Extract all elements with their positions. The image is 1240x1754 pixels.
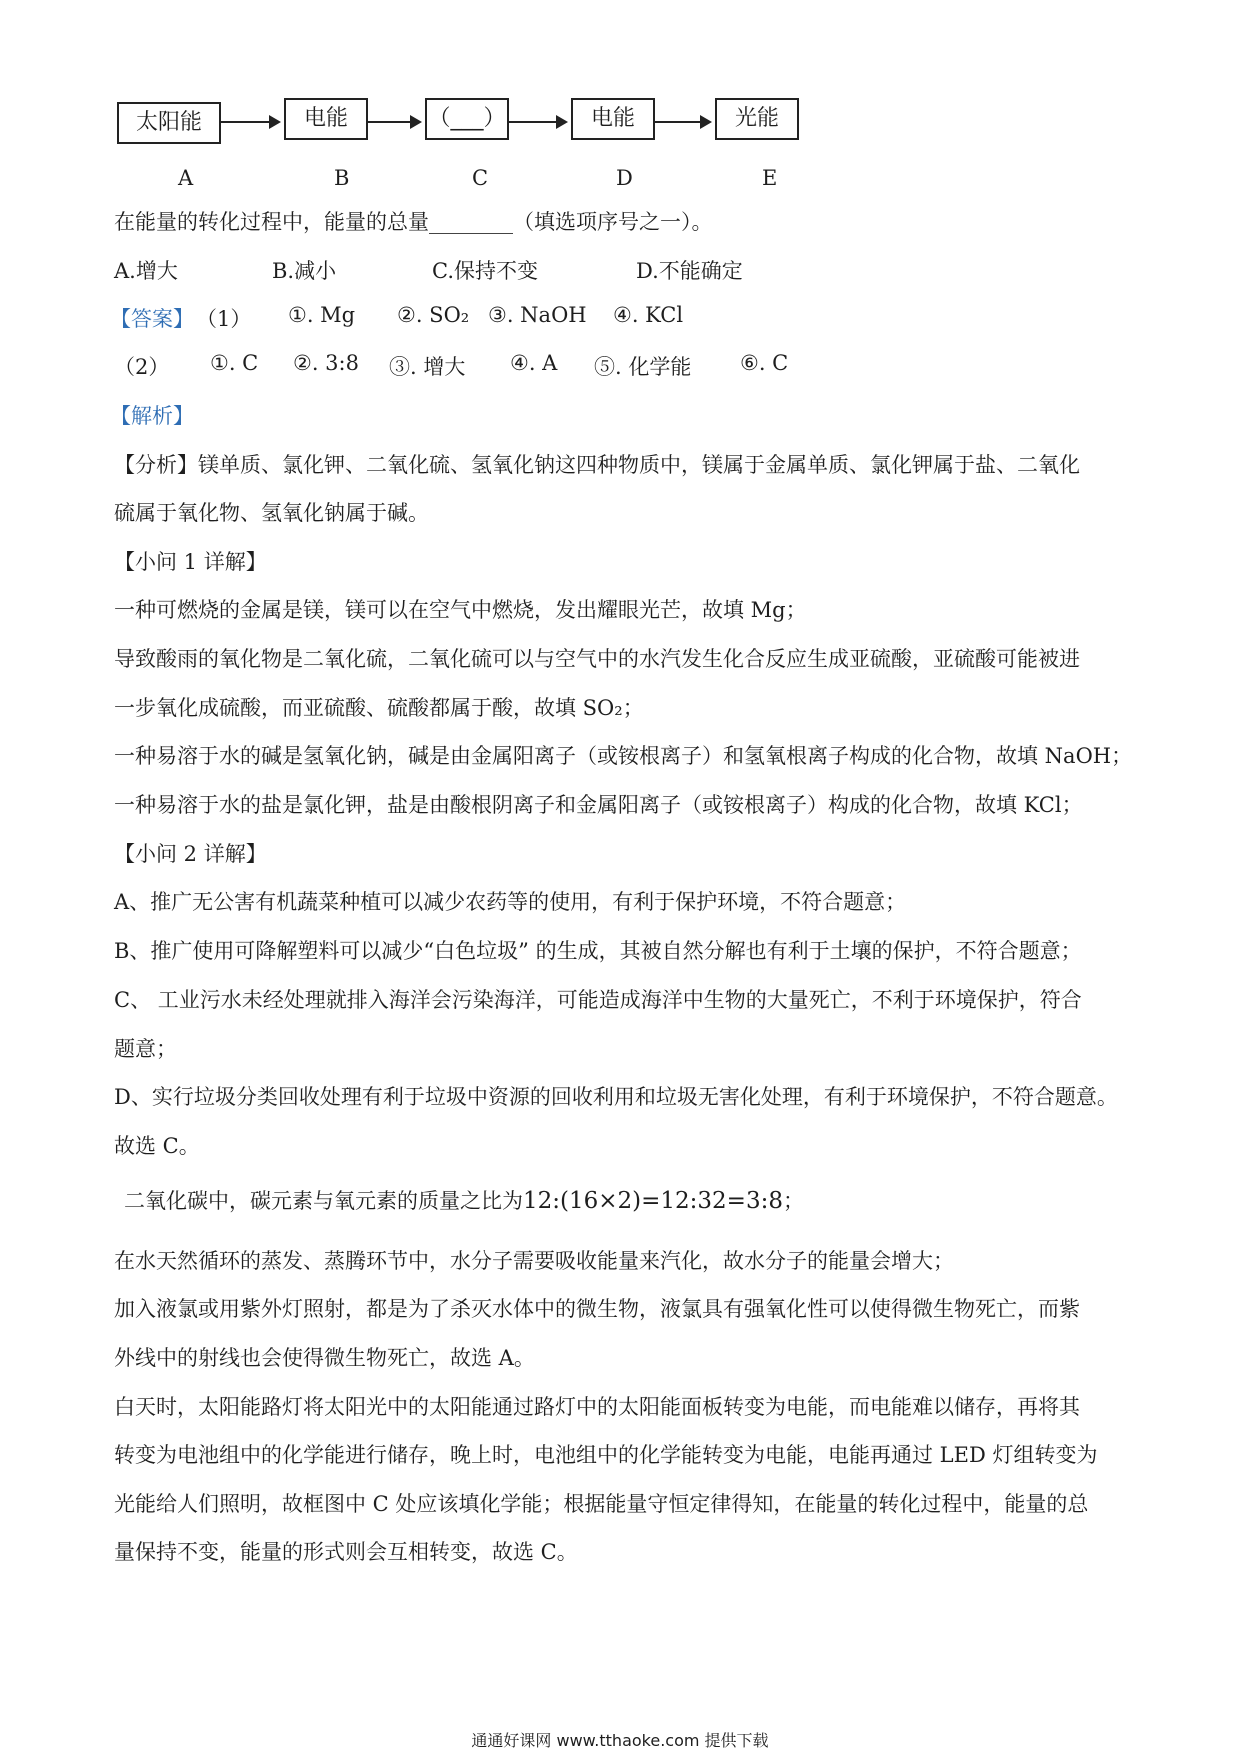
answer-part1-item: ④. KCl <box>613 303 684 327</box>
option-b: B.减小 <box>272 259 337 283</box>
ratio-line <box>124 1185 804 1215</box>
answer-part1-prefix: （1） <box>196 307 252 331</box>
option-a: A.增大 <box>114 259 178 283</box>
answer-label: 【答案】 <box>110 307 194 331</box>
analysis-line: 在水天然循环的蒸发、蒸腾环节中，水分子需要吸收能量来汽化，故水分子的能量会增大； <box>114 1249 954 1273</box>
analysis-label: 【解析】 <box>110 404 194 428</box>
answer-part1-item: ③. NaOH <box>488 303 587 327</box>
answer-part2-item: ②. 3:8 <box>293 351 359 375</box>
ratio-formula: 12:(16×2)=12:32=3:8 <box>523 1188 783 1214</box>
ratio-end: ； <box>782 1189 804 1213</box>
answer-part1-item: ②. SO₂ <box>397 303 470 327</box>
analysis-line: 量保持不变，能量的形式则会互相转变，故选 C。 <box>114 1540 578 1564</box>
answer-part2-item: ④. A <box>510 351 558 375</box>
analysis-line: 光能给人们照明，故框图中 C 处应该填化学能；根据能量守恒定律得知，在能量的转化过程中，能量的总 <box>114 1492 1089 1516</box>
answer-part2-item: ③. 增大 <box>389 355 466 379</box>
diagram-letter-b: B <box>334 166 350 190</box>
analysis-line: 外线中的射线也会使得微生物死亡，故选 A。 <box>114 1346 535 1370</box>
analysis-line: B、推广使用可降解塑料可以减少“白色垃圾” 的生成，其被自然分解也有利于土壤的保护，不符合题意； <box>114 939 1082 963</box>
page-footer: 通通好课网 www.tthaoke.com 提供下载 <box>471 1731 769 1750</box>
analysis-line: D、实行垃圾分类回收处理有利于垃圾中资源的回收利用和垃圾无害化处理，有利于环境保护，不符合题意。 <box>114 1085 1118 1109</box>
analysis-line: 题意； <box>114 1037 177 1061</box>
diagram-box-a: 太阳能 <box>117 102 221 144</box>
answer-part2-item: ⑥. C <box>740 351 789 375</box>
analysis-line: 白天时，太阳能路灯将太阳光中的太阳能通过路灯中的太阳能面板转变为电能，而电能难以储存，再将其 <box>114 1395 1080 1419</box>
analysis-line: 加入液氯或用紫外灯照射，都是为了杀灭水体中的微生物，液氯具有强氧化性可以使得微生物死亡，而紫 <box>114 1297 1080 1321</box>
diagram-box-b: 电能 <box>284 98 368 140</box>
diagram-box-d: 电能 <box>571 98 655 140</box>
analysis-line: 一步氧化成硫酸，而亚硫酸、硫酸都属于酸，故填 SO₂； <box>114 696 644 720</box>
answer-part2-prefix: （2） <box>114 355 170 379</box>
analysis-line: 一种易溶于水的碱是氢氧化钠，碱是由金属阳离子（或铵根离子）和氢氧根离子构成的化合物，故填 NaOH； <box>114 744 1133 768</box>
analysis-line: 【分析】镁单质、氯化钾、二氧化硫、氢氧化钠这四种物质中，镁属于金属单质、氯化钾属于盐、二氧化 <box>114 453 1080 477</box>
answer-part1-item: ①. Mg <box>288 303 356 327</box>
answer-part2-item: ①. C <box>210 351 259 375</box>
question-text: 在能量的转化过程中，能量的总量________（填选项序号之一）。 <box>114 210 713 234</box>
diagram-letter-e: E <box>762 166 778 190</box>
analysis-line: 导致酸雨的氧化物是二氧化硫，二氧化硫可以与空气中的水汽发生化合反应生成亚硫酸，亚硫酸可能被进 <box>114 647 1080 671</box>
answer-part2-item: ⑤. 化学能 <box>594 355 692 379</box>
diagram-letter-d: D <box>616 166 633 190</box>
analysis-line: 一种可燃烧的金属是镁，镁可以在空气中燃烧，发出耀眼光芒，故填 Mg； <box>114 598 807 622</box>
section-heading: 【小问 2 详解】 <box>114 842 267 866</box>
arrow-a-b <box>219 121 279 123</box>
arrow-b-c <box>366 121 420 123</box>
section-heading: 【小问 1 详解】 <box>114 550 267 574</box>
diagram-box-e: 光能 <box>715 98 799 140</box>
diagram-letter-c: C <box>472 166 489 190</box>
analysis-line: 转变为电池组中的化学能进行储存，晚上时，电池组中的化学能转变为电能，电能再通过 LED 灯组转变为 <box>114 1443 1098 1467</box>
analysis-line: 硫属于氧化物、氢氧化钠属于碱。 <box>114 501 429 525</box>
analysis-line: C、 工业污水未经处理就排入海洋会污染海洋，可能造成海洋中生物的大量死亡，不利于环境保护，符合 <box>114 988 1082 1012</box>
analysis-line: 故选 C。 <box>114 1134 200 1158</box>
arrow-d-e <box>653 121 710 123</box>
arrow-c-d <box>507 121 566 123</box>
diagram-box-c: （___） <box>425 98 509 140</box>
ratio-text: 二氧化碳中，碳元素与氧元素的质量之比为 <box>124 1189 523 1213</box>
analysis-line: A、推广无公害有机蔬菜种植可以减少农药等的使用，有利于保护环境，不符合题意； <box>114 890 907 914</box>
analysis-line: 一种易溶于水的盐是氯化钾，盐是由酸根阴离子和金属阳离子（或铵根离子）构成的化合物，故填 KCl； <box>114 793 1083 817</box>
option-c: C.保持不变 <box>432 259 538 283</box>
option-d: D.不能确定 <box>636 259 743 283</box>
diagram-letter-a: A <box>178 166 194 190</box>
